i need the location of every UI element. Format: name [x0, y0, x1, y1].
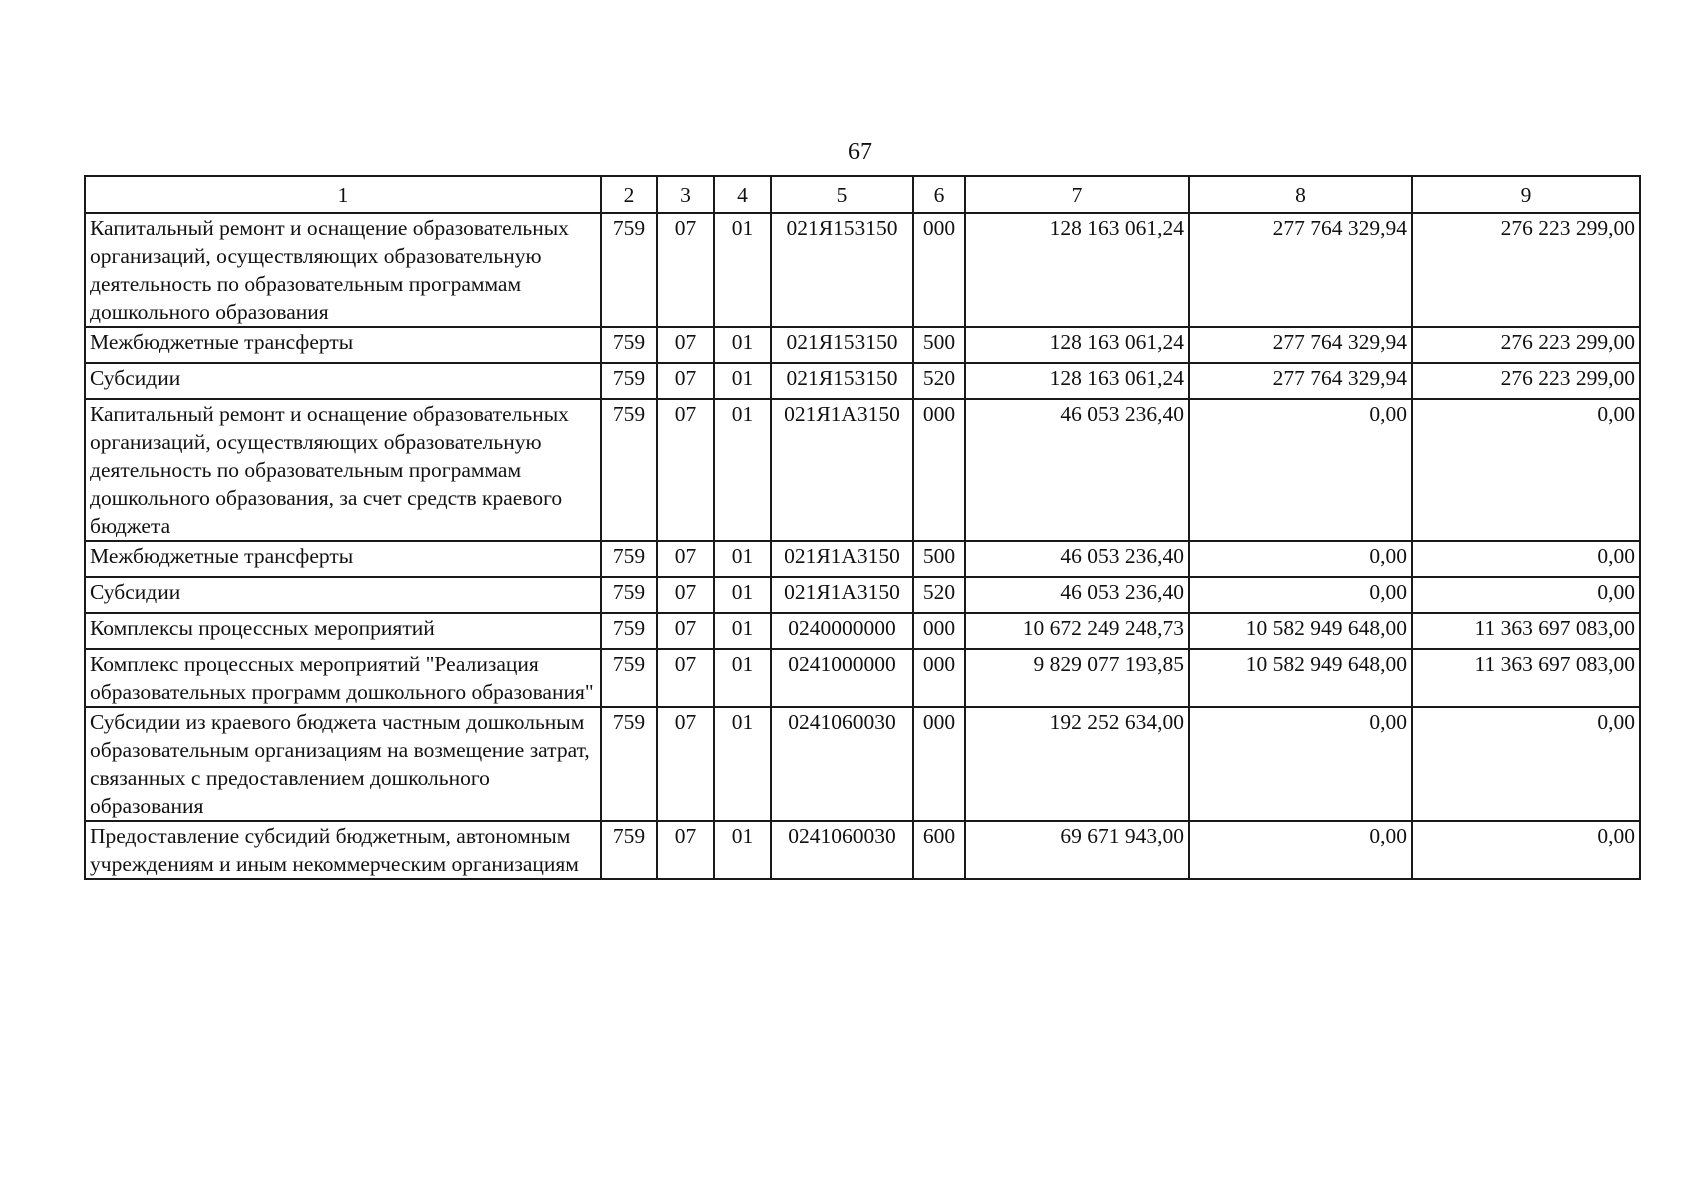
header-col-2: 2 — [601, 176, 657, 213]
table-row — [85, 649, 1640, 707]
header-col-5: 5 — [771, 176, 913, 213]
amount-value: 277 764 329,94 — [1272, 216, 1407, 240]
table-row — [85, 541, 1640, 577]
row-col-4: 01 — [714, 649, 771, 707]
row-amount-7 — [965, 363, 1189, 399]
amount-value: 10 582 949 648,00 — [1245, 652, 1407, 676]
row-col-3: 07 — [657, 613, 714, 649]
row-col-5: 0241060030 — [771, 707, 913, 821]
amount-value: 10 672 249 248,73 — [1022, 616, 1184, 640]
table-row — [85, 821, 1640, 879]
amount-value: 0,00 — [1369, 710, 1407, 734]
row-col-2: 759 — [601, 541, 657, 577]
row-name: Капитальный ремонт и оснащение образовательных организаций, осуществляющих образовательную деятельность по образовательным программам дошкольного образования — [85, 213, 601, 327]
row-name: Межбюджетные трансферты — [85, 541, 601, 577]
row-col-5: 021Я153150 — [771, 363, 913, 399]
amount-value: 9 829 077 193,85 — [1033, 652, 1184, 676]
row-col-6: 000 — [913, 707, 965, 821]
row-name: Субсидии — [85, 363, 601, 399]
row-amount-7 — [965, 821, 1189, 879]
row-amount-9 — [1412, 363, 1640, 399]
row-amount-7 — [965, 707, 1189, 821]
row-amount-8 — [1189, 213, 1412, 327]
table-row — [85, 327, 1640, 363]
table-row — [85, 577, 1640, 613]
row-col-3: 07 — [657, 327, 714, 363]
table-row — [85, 613, 1640, 649]
amount-value: 10 582 949 648,00 — [1245, 616, 1407, 640]
amount-value: 0,00 — [1597, 402, 1635, 426]
row-name: Субсидии — [85, 577, 601, 613]
row-amount-8 — [1189, 399, 1412, 541]
row-col-3: 07 — [657, 399, 714, 541]
row-col-5: 0241000000 — [771, 649, 913, 707]
row-col-2: 759 — [601, 613, 657, 649]
amount-value: 11 363 697 083,00 — [1474, 652, 1635, 676]
amount-value: 276 223 299,00 — [1500, 366, 1635, 390]
amount-value: 0,00 — [1369, 544, 1407, 568]
row-col-2: 759 — [601, 577, 657, 613]
row-col-4: 01 — [714, 821, 771, 879]
row-col-3: 07 — [657, 707, 714, 821]
row-col-2: 759 — [601, 363, 657, 399]
header-col-9: 9 — [1412, 176, 1640, 213]
row-amount-8 — [1189, 363, 1412, 399]
row-amount-7 — [965, 213, 1189, 327]
amount-value: 0,00 — [1597, 580, 1635, 604]
row-col-2: 759 — [601, 821, 657, 879]
amount-value: 69 671 943,00 — [1060, 824, 1184, 848]
table-row — [85, 213, 1640, 327]
row-col-3: 07 — [657, 577, 714, 613]
row-col-6: 600 — [913, 821, 965, 879]
row-col-4: 01 — [714, 707, 771, 821]
row-col-4: 01 — [714, 213, 771, 327]
row-col-5: 0240000000 — [771, 613, 913, 649]
header-row — [85, 176, 1640, 213]
row-amount-9 — [1412, 707, 1640, 821]
row-amount-8 — [1189, 707, 1412, 821]
row-col-5: 021Я1А3150 — [771, 577, 913, 613]
amount-value: 277 764 329,94 — [1272, 330, 1407, 354]
budget-table — [84, 175, 1641, 880]
row-col-6: 520 — [913, 577, 965, 613]
row-amount-9 — [1412, 327, 1640, 363]
row-col-3: 07 — [657, 363, 714, 399]
row-col-6: 520 — [913, 363, 965, 399]
amount-value: 276 223 299,00 — [1500, 330, 1635, 354]
header-col-7: 7 — [965, 176, 1189, 213]
amount-value: 192 252 634,00 — [1049, 710, 1184, 734]
amount-value: 0,00 — [1597, 710, 1635, 734]
amount-value: 46 053 236,40 — [1060, 402, 1184, 426]
table-row — [85, 707, 1640, 821]
row-col-4: 01 — [714, 327, 771, 363]
amount-value: 128 163 061,24 — [1049, 216, 1184, 240]
row-amount-7 — [965, 541, 1189, 577]
amount-value: 11 363 697 083,00 — [1474, 616, 1635, 640]
row-col-3: 07 — [657, 541, 714, 577]
row-col-5: 021Я1А3150 — [771, 541, 913, 577]
row-amount-8 — [1189, 613, 1412, 649]
header-col-3: 3 — [657, 176, 714, 213]
row-amount-7 — [965, 577, 1189, 613]
row-col-4: 01 — [714, 613, 771, 649]
row-col-2: 759 — [601, 327, 657, 363]
row-col-6: 000 — [913, 649, 965, 707]
row-amount-7 — [965, 649, 1189, 707]
row-col-3: 07 — [657, 213, 714, 327]
row-name: Предоставление субсидий бюджетным, автономным учреждениям и иным некоммерческим организациям — [85, 821, 601, 879]
amount-value: 0,00 — [1369, 580, 1407, 604]
table-row — [85, 363, 1640, 399]
row-name: Комплексы процессных мероприятий — [85, 613, 601, 649]
row-amount-8 — [1189, 577, 1412, 613]
row-col-4: 01 — [714, 363, 771, 399]
row-amount-8 — [1189, 327, 1412, 363]
row-col-5: 0241060030 — [771, 821, 913, 879]
amount-value: 46 053 236,40 — [1060, 580, 1184, 604]
row-col-4: 01 — [714, 577, 771, 613]
row-name: Субсидии из краевого бюджета частным дошкольным образовательным организациям на возмещение затрат, связанных с предоставлением дошкольного образования — [85, 707, 601, 821]
row-amount-7 — [965, 613, 1189, 649]
row-amount-9 — [1412, 613, 1640, 649]
header-col-1: 1 — [85, 176, 601, 213]
row-amount-9 — [1412, 821, 1640, 879]
table-row — [85, 399, 1640, 541]
row-name: Комплекс процессных мероприятий "Реализация образовательных программ дошкольного образования" — [85, 649, 601, 707]
amount-value: 128 163 061,24 — [1049, 366, 1184, 390]
header-col-6: 6 — [913, 176, 965, 213]
amount-value: 128 163 061,24 — [1049, 330, 1184, 354]
row-amount-7 — [965, 327, 1189, 363]
row-col-3: 07 — [657, 649, 714, 707]
amount-value: 0,00 — [1369, 402, 1407, 426]
header-col-4: 4 — [714, 176, 771, 213]
row-amount-9 — [1412, 213, 1640, 327]
amount-value: 0,00 — [1369, 824, 1407, 848]
row-amount-9 — [1412, 577, 1640, 613]
amount-value: 0,00 — [1597, 544, 1635, 568]
row-col-5: 021Я1А3150 — [771, 399, 913, 541]
row-amount-8 — [1189, 649, 1412, 707]
row-amount-8 — [1189, 821, 1412, 879]
amount-value: 277 764 329,94 — [1272, 366, 1407, 390]
row-col-6: 000 — [913, 213, 965, 327]
row-col-6: 000 — [913, 399, 965, 541]
row-col-2: 759 — [601, 707, 657, 821]
row-amount-9 — [1412, 649, 1640, 707]
row-col-6: 500 — [913, 327, 965, 363]
page-number: 67 — [848, 139, 872, 165]
header-col-8: 8 — [1189, 176, 1412, 213]
row-col-3: 07 — [657, 821, 714, 879]
row-amount-9 — [1412, 399, 1640, 541]
amount-value: 276 223 299,00 — [1500, 216, 1635, 240]
row-col-2: 759 — [601, 649, 657, 707]
row-amount-7 — [965, 399, 1189, 541]
row-amount-9 — [1412, 541, 1640, 577]
row-col-6: 000 — [913, 613, 965, 649]
row-col-2: 759 — [601, 399, 657, 541]
row-name: Капитальный ремонт и оснащение образовательных организаций, осуществляющих образовательную деятельность по образовательным программам дошкольного образования, за счет средств краевого бюджета — [85, 399, 601, 541]
row-col-4: 01 — [714, 399, 771, 541]
amount-value: 46 053 236,40 — [1060, 544, 1184, 568]
row-name: Межбюджетные трансферты — [85, 327, 601, 363]
row-col-4: 01 — [714, 541, 771, 577]
row-col-5: 021Я153150 — [771, 213, 913, 327]
row-amount-8 — [1189, 541, 1412, 577]
row-col-2: 759 — [601, 213, 657, 327]
row-col-6: 500 — [913, 541, 965, 577]
row-col-5: 021Я153150 — [771, 327, 913, 363]
amount-value: 0,00 — [1597, 824, 1635, 848]
